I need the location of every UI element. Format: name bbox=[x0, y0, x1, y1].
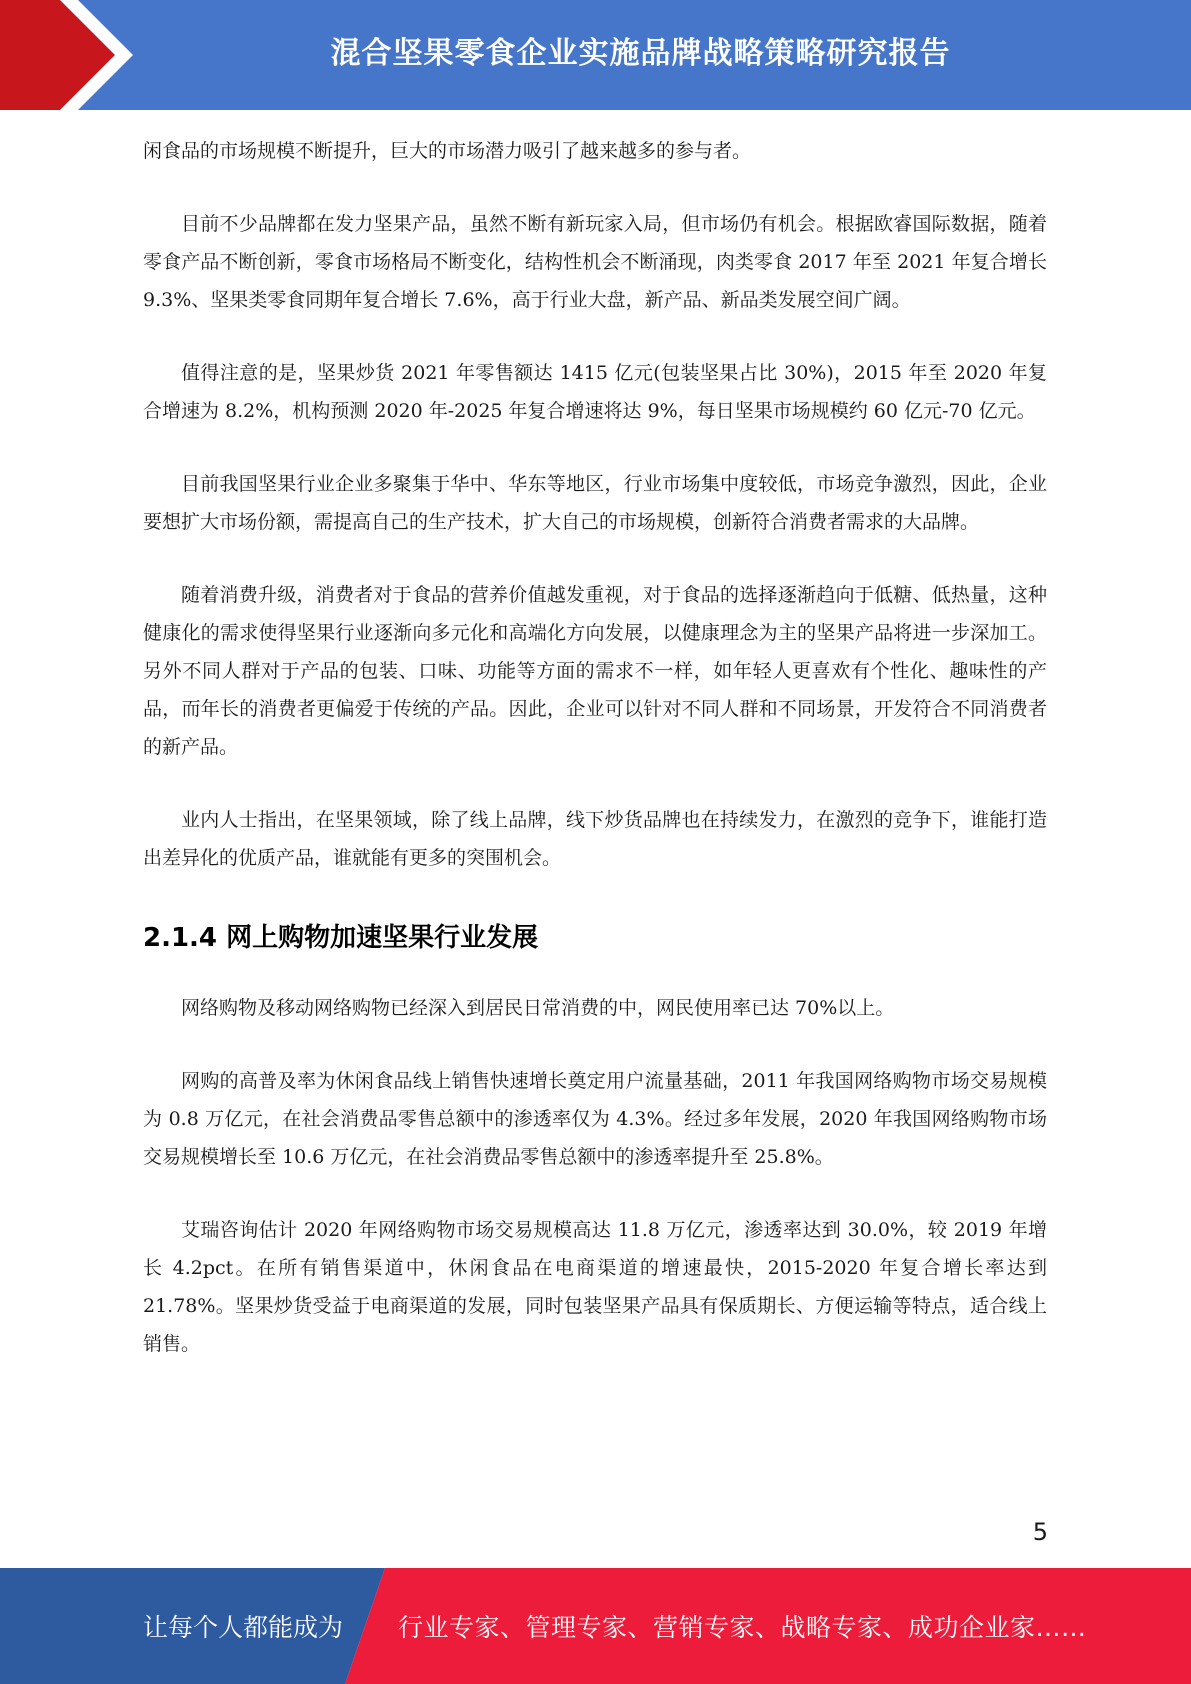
body-paragraph: 目前不少品牌都在发力坚果产品，虽然不断有新玩家入局，但市场仍有机会。根据欧睿国际数据，随着零食产品不断创新，零食市场格局不断变化，结构性机会不断涌现，肉类零食 2017 年至 2021 年复合增长 9.3%、坚果类零食同期年复合增长 7.6%，高于行业大盘，新产品、新品类发展空间广阔。 bbox=[143, 213, 1047, 311]
footer-slogan-right: 行业专家、管理专家、营销专家、战略专家、成功企业家…… bbox=[398, 1613, 1087, 1642]
report-title: 混合坚果零食企业实施品牌战略策略研究报告 bbox=[330, 36, 951, 71]
body-paragraph: 业内人士指出，在坚果领域，除了线上品牌，线下炒货品牌也在持续发力，在激烈的竞争下，谁能打造出差异化的优质产品，谁就能有更多的突围机会。 bbox=[143, 809, 1047, 869]
body-paragraph: 值得注意的是，坚果炒货 2021 年零售额达 1415 亿元(包装坚果占比 30%)，2015 年至 2020 年复合增速为 8.2%，机构预测 2020 年-2025 年复合增速将达 9%，每日坚果市场规模约 60 亿元-70 亿元。 bbox=[143, 362, 1047, 422]
body-paragraph: 闲食品的市场规模不断提升，巨大的市场潜力吸引了越来越多的参与者。 bbox=[143, 140, 752, 162]
chevron-arrow-icon bbox=[0, 0, 160, 110]
document-body bbox=[143, 132, 1047, 1398]
page-header bbox=[0, 0, 1191, 110]
body-paragraph: 随着消费升级，消费者对于食品的营养价值越发重视，对于食品的选择逐渐趋向于低糖、低热量，这种健康化的需求使得坚果行业逐渐向多元化和高端化方向发展，以健康理念为主的坚果产品将进一步深加工。另外不同人群对于产品的包装、口味、功能等方面的需求不一样，如年轻人更喜欢有个性化、趣味性的产品，而年长的消费者更偏爱于传统的产品。因此，企业可以针对不同人群和不同场景，开发符合不同消费者的新产品。 bbox=[143, 584, 1047, 758]
footer-slogan-left: 让每个人都能成为 bbox=[143, 1613, 344, 1642]
section-paragraph: 艾瑞咨询估计 2020 年网络购物市场交易规模高达 11.8 万亿元，渗透率达到 30.0%，较 2019 年增长 4.2pct。在所有销售渠道中，休闲食品在电商渠道的增速最快，2015-2020 年复合增长率达到 21.78%。坚果炒货受益于电商渠道的发展，同时包装坚果产品具有保质期长、方便运输等特点，适合线上销售。 bbox=[143, 1219, 1047, 1355]
section-paragraph: 网购的高普及率为休闲食品线上销售快速增长奠定用户流量基础，2011 年我国网络购物市场交易规模为 0.8 万亿元，在社会消费品零售总额中的渗透率仅为 4.3%。经过多年发展，2020 年我国网络购物市场交易规模增长至 10.6 万亿元，在社会消费品零售总额中的渗透率提升至 25.8%。 bbox=[143, 1070, 1047, 1168]
body-paragraph: 目前我国坚果行业企业多聚集于华中、华东等地区，行业市场集中度较低，市场竞争激烈，因此，企业要想扩大市场份额，需提高自己的生产技术，扩大自己的市场规模，创新符合消费者需求的大品牌。 bbox=[143, 473, 1047, 533]
section-heading: 2.1.4 网上购物加速坚果行业发展 bbox=[143, 923, 539, 953]
section-paragraph: 网络购物及移动网络购物已经深入到居民日常消费的中，网民使用率已达 70%以上。 bbox=[181, 997, 895, 1019]
page-number: 5 bbox=[1032, 1518, 1048, 1546]
page-footer bbox=[0, 1568, 1191, 1684]
